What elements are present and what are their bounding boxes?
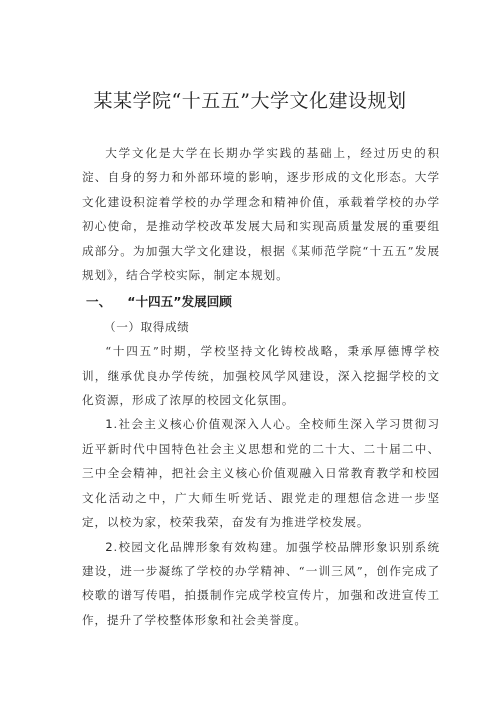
section-heading (82, 290, 440, 314)
list-item-number: 2 (105, 539, 114, 554)
intro-paragraph: 大学文化是大学在长期办学实践的基础上，经过历史的积淀、自身的努力和外部环境的影响，逐步形成的文化形态。大学文化建设积淀着学校的办学理念和精神价值，承载着学校的办学初心使命，是推动学校改革发展大局和实现高质量发展的重要组成部分。为加强大学文化建设，根据《某师范学院“十五五”发展规划》，结合学校实际，制定本规划。 (82, 146, 440, 283)
list-item-2 (82, 535, 440, 633)
document-body (82, 141, 440, 632)
subsection-lead-paragraph: “十四五”时期，学校坚持文化铸校战略，秉承厚德博学校训，继承优良办学传统，加强校风学风建设，深入挖掘学校的文化资源，形成了浓厚的校园文化氛围。 (82, 344, 440, 408)
subsection-heading: （一）取得成绩 (104, 319, 190, 334)
document-title: 某某学院“十五五”大学文化建设规划 (93, 90, 407, 112)
list-item-text: .校园文化品牌形象有效构建。加强学校品牌形象识别系统建设，进一步凝练了学校的办学精神、“一训三风”，创作完成了校歌的谱写传唱，拍摄制作完成学校宣传片，加强和改进宣传工作，提升了学校整体形象和社会美誉度。 (82, 539, 440, 627)
list-item-1 (82, 412, 440, 534)
section-number: 一、 (86, 294, 112, 310)
section-title: “十四五”发展回顾 (127, 294, 232, 310)
list-item-number: 1 (105, 417, 114, 432)
list-item-text: .社会主义核心价值观深入人心。全校师生深入学习贯彻习近平新时代中国特色社会主义思想和党的二十大、二十届二中、三中全会精神，把社会主义核心价值观融入日常教育教学和校园文化活动之中，广大师生听党话、跟党走的理想信念进一步坚定，以校为家，校荣我荣，奋发有为推进学校发展。 (82, 417, 440, 530)
